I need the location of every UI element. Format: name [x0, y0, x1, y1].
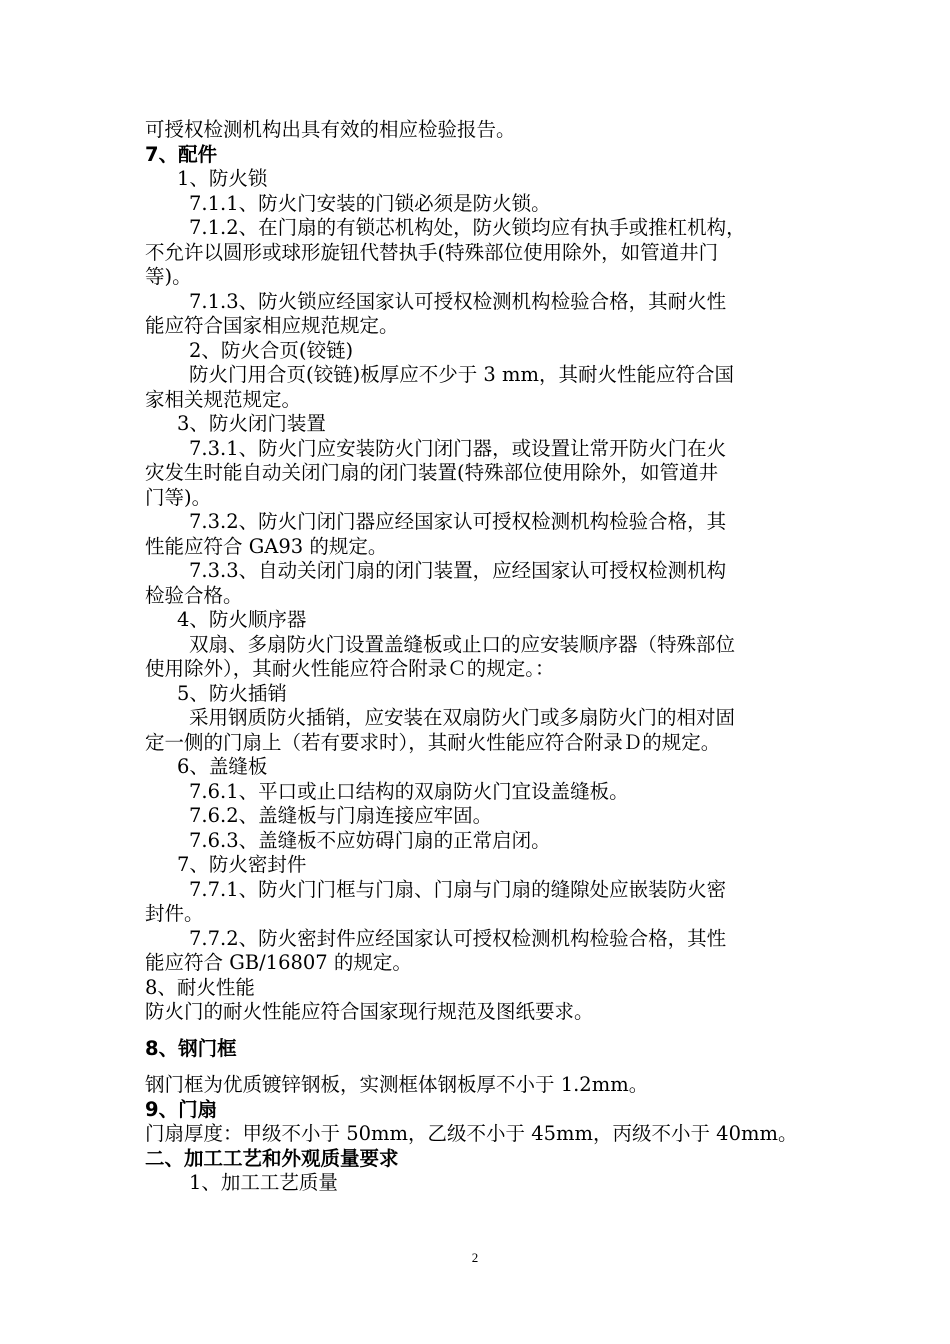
text-line: 8、耐火性能 — [145, 975, 255, 999]
text-line: 双扇、多扇防火门设置盖缝板或止口的应安装顺序器（特殊部位 — [189, 632, 736, 656]
text-line: 封件。 — [145, 902, 204, 925]
section-heading: 9、门扇 — [145, 1097, 218, 1121]
text-line: 使用除外），其耐火性能应符合附录Ｃ的规定。： — [145, 657, 555, 680]
text-line: 7.3.1、防火门应安装防火门闭门器，或设置让常开防火门在火 — [189, 436, 727, 460]
text-line: 1、防火锁 — [177, 167, 268, 190]
section-heading: 7、配件 — [145, 142, 218, 166]
text-line: 定一侧的门扇上（若有要求时），其耐火性能应符合附录Ｄ的规定。 — [145, 730, 721, 754]
text-line: 钢门框为优质镀锌钢板，实测框体钢板厚不小于 1.2mm。 — [145, 1073, 649, 1096]
text-line: 7.1.1、防火门安装的门锁必须是防火锁。 — [189, 191, 551, 215]
text-line: 性能应符合 GA93 的规定。 — [145, 534, 388, 558]
text-line: 检验合格。 — [145, 583, 243, 607]
text-line: 7.3.3、自动关闭门扇的闭门装置，应经国家认可授权检测机构 — [189, 559, 727, 582]
text-line: 门扇厚度：甲级不小于 50mm，乙级不小于 45mm，丙级不小于 40mm。 — [145, 1122, 798, 1145]
text-line: 7.6.1、平口或止口结构的双扇防火门宜设盖缝板。 — [189, 779, 629, 803]
text-line: 不允许以圆形或球形旋钮代替执手(特殊部位使用除外，如管道井门 — [145, 240, 719, 264]
text-line: 等)。 — [145, 265, 192, 288]
section-heading: 二、加工工艺和外观质量要求 — [145, 1146, 399, 1170]
document-body — [145, 118, 810, 1196]
text-line: 5、防火插销 — [177, 681, 287, 705]
text-line: 6、盖缝板 — [177, 755, 268, 778]
text-line: 7、防火密封件 — [177, 853, 307, 876]
text-line: 7.7.2、防火密封件应经国家认可授权检测机构检验合格，其性 — [189, 926, 727, 950]
text-line: 门等)。 — [145, 485, 212, 509]
text-line: 4、防火顺序器 — [177, 608, 307, 631]
text-line: 防火门用合页(铰链)板厚应不少于 3 mm，其耐火性能应符合国 — [189, 363, 735, 386]
text-line: 灾发生时能自动关闭门扇的闭门装置(特殊部位使用除外，如管道井 — [145, 461, 719, 484]
text-line: 能应符合国家相应规范规定。 — [145, 314, 399, 337]
text-line: 7.1.3、防火锁应经国家认可授权检测机构检验合格，其耐火性 — [189, 289, 727, 313]
text-line: 家相关规范规定。 — [145, 387, 302, 411]
text-line: 1、加工工艺质量 — [189, 1171, 338, 1194]
page-number: 2 — [471, 1250, 479, 1265]
text-line: 可授权检测机构出具有效的相应检验报告。 — [145, 118, 516, 141]
text-line: 7.1.2、在门扇的有锁芯机构处，防火锁均应有执手或推杠机构， — [189, 216, 746, 239]
text-line: 7.3.2、防火门闭门器应经国家认可授权检测机构检验合格，其 — [189, 510, 727, 533]
section-heading: 8、钢门框 — [145, 1036, 237, 1060]
text-line: 能应符合 GB/16807 的规定。 — [145, 951, 412, 974]
text-line: 3、防火闭门装置 — [177, 412, 326, 435]
text-line: 防火门的耐火性能应符合国家现行规范及图纸要求。 — [145, 1000, 594, 1023]
text-line: 7.7.1、防火门门框与门扇、门扇与门扇的缝隙处应嵌装防火密 — [189, 877, 727, 901]
text-line: 2、防火合页(铰链) — [189, 338, 354, 362]
text-line: 采用钢质防火插销，应安装在双扇防火门或多扇防火门的相对固 — [189, 706, 736, 729]
text-line: 7.6.3、盖缝板不应妨碍门扇的正常启闭。 — [189, 828, 551, 852]
text-line: 7.6.2、盖缝板与门扇连接应牢固。 — [189, 804, 493, 827]
